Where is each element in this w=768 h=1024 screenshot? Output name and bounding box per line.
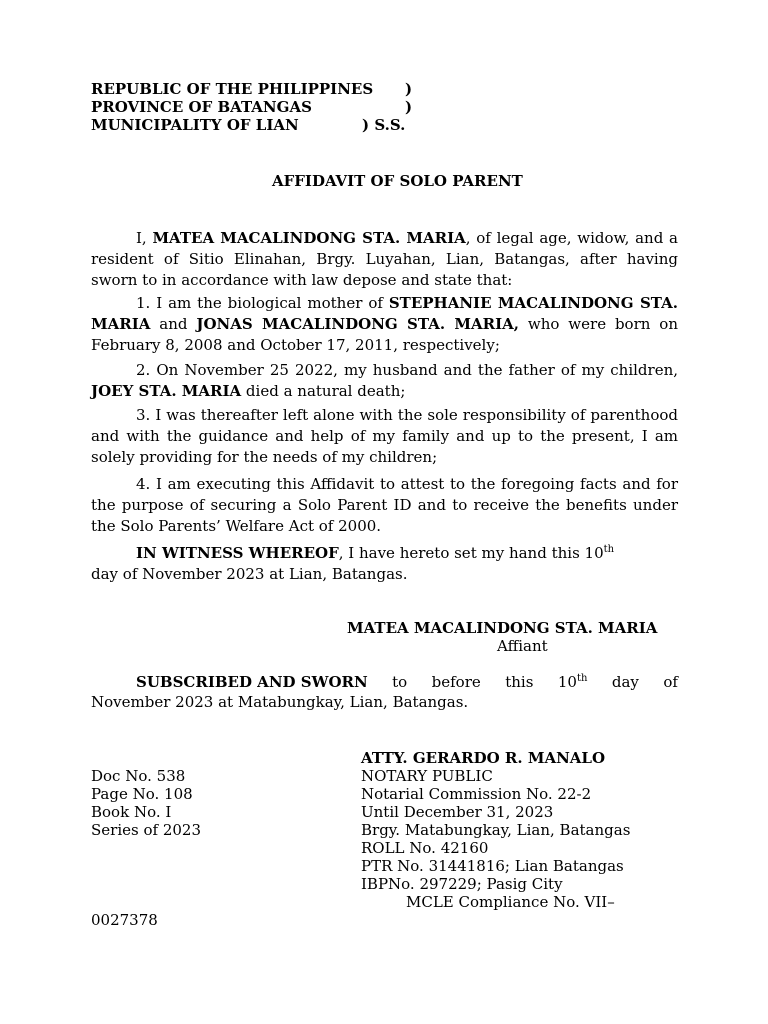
paragraph-4: 4. I am executing this Affidavit to attest to the foregoing facts and for the purpose of securing a Solo Parent ID and to receive the benefits under the Solo Parents’ Welfare Act of 2000. <box>91 475 678 535</box>
caption-municipality: MUNICIPALITY OF LIAN <box>91 116 299 134</box>
notary-ibp-number: IBPNo. 297229; Pasig City <box>361 875 563 893</box>
witness-text: , I have hereto set my hand this 10 <box>338 544 604 562</box>
jurat-day-sup: th <box>576 673 588 684</box>
paragraph-1 <box>91 293 678 356</box>
jurat-day <box>558 673 588 691</box>
notary-ptr-number: PTR No. 31441816; Lian Batangas <box>361 857 624 875</box>
document-title: AFFIDAVIT OF SOLO PARENT <box>272 172 523 190</box>
jurat-line-2: November 2023 at Matabungkay, Lian, Batangas. <box>91 693 469 711</box>
notary-validity: Until December 31, 2023 <box>361 803 554 821</box>
jurat-lead: SUBSCRIBED AND SWORN <box>136 673 368 691</box>
notary-address: Brgy. Matabungkay, Lian, Batangas <box>361 821 631 839</box>
jurat-day-number: 10 <box>557 673 577 691</box>
intro-paragraph <box>91 228 678 291</box>
jurat-word-day: day <box>611 673 639 691</box>
affiant-name: MATEA MACALINDONG STA. MARIA <box>347 619 658 637</box>
jurat-word-this: this <box>505 673 534 691</box>
witness-line-1 <box>136 544 614 562</box>
jurat-word-to: to <box>392 673 408 691</box>
paragraph-2 <box>91 360 678 402</box>
caption-bracket-1: ) <box>405 80 413 98</box>
husband-name: JOEY STA. MARIA <box>91 382 242 400</box>
witness-lead: IN WITNESS WHEREOF <box>136 544 339 562</box>
caption-bracket-2: ) <box>405 98 413 116</box>
paragraph-3: 3. I was thereafter left alone with the sole responsibility of parenthood and with the guidance and help of my family and up to the present, I am solely providing for the needs of my children; <box>91 406 678 466</box>
caption-republic: REPUBLIC OF THE PHILIPPINES <box>91 80 374 98</box>
notary-title: NOTARY PUBLIC <box>361 767 493 785</box>
paragraph-1-mid: and <box>150 315 197 333</box>
paragraph-2-post: died a natural death; <box>241 382 406 400</box>
witness-line-2: day of November 2023 at Lian, Batangas. <box>91 565 408 583</box>
child-name-2: JONAS MACALINDONG STA. MARIA, <box>196 315 520 333</box>
jurat-word-of: of <box>663 673 678 691</box>
intro-pre: I, <box>136 229 153 247</box>
intro-post: , of legal age, widow, and a resident of Sitio Elinahan, Brgy. Luyahan, Lian, Batangas, after having sworn to in accordance with law depose and state that: <box>91 229 678 289</box>
jurat-word-before: before <box>431 673 481 691</box>
notary-mcle: MCLE Compliance No. VII– <box>406 893 615 911</box>
caption-bracket-ss: ) S.S. <box>362 116 406 134</box>
paragraph-2-pre: 2. On November 25 2022, my husband and the father of my children, <box>136 361 678 379</box>
doc-number: Doc No. 538 <box>91 767 186 785</box>
paragraph-1-pre: 1. I am the biological mother of <box>136 294 389 312</box>
series-year: Series of 2023 <box>91 821 201 839</box>
affiant-name-inline: MATEA MACALINDONG STA. MARIA <box>152 229 466 247</box>
caption-province: PROVINCE OF BATANGAS <box>91 98 312 116</box>
paragraph-1-post: who were born on February 8, 2008 and October 17, 2011, respectively; <box>91 315 678 354</box>
notary-mcle-continued: 0027378 <box>91 911 158 929</box>
notary-roll-number: ROLL No. 42160 <box>361 839 489 857</box>
child-name-1: STEPHANIE MACALINDONG STA. MARIA <box>91 294 678 333</box>
notary-commission: Notarial Commission No. 22-2 <box>361 785 592 803</box>
notary-name: ATTY. GERARDO R. MANALO <box>361 749 606 767</box>
affiant-label: Affiant <box>497 637 548 655</box>
page-number: Page No. 108 <box>91 785 193 803</box>
witness-sup: th <box>603 544 615 555</box>
book-number: Book No. I <box>91 803 172 821</box>
jurat-line-1 <box>136 673 678 691</box>
